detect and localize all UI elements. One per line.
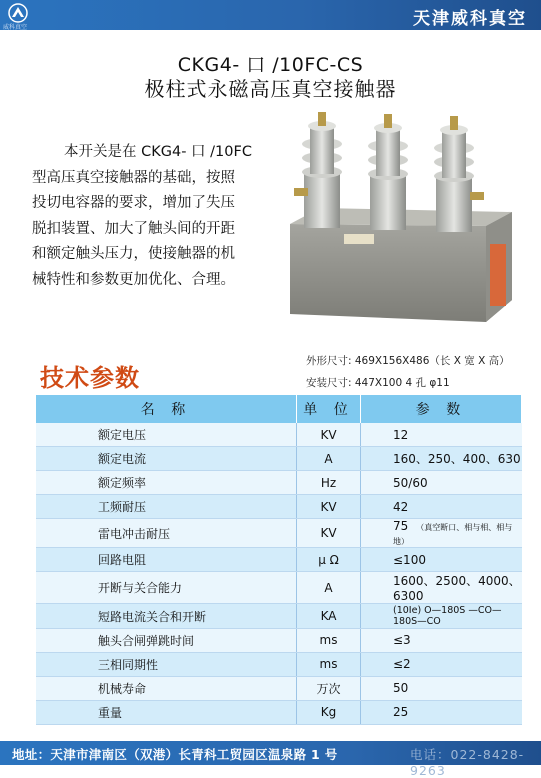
- product-model: CKG4- 口 /10FC-CS: [177, 54, 364, 76]
- footer-bar: [0, 741, 541, 778]
- param-unit: KA: [297, 604, 361, 628]
- mounting-dimensions: 安装尺寸: 447X100 4 孔 φ11: [306, 377, 450, 389]
- param-value: 160、250、400、630: [361, 447, 522, 471]
- table-row: [36, 495, 522, 519]
- intro-paragraph: [32, 140, 294, 293]
- table-row: [36, 676, 522, 700]
- table-row: [36, 572, 522, 604]
- table-row: [36, 604, 522, 628]
- param-unit: ms: [297, 628, 361, 652]
- product-name: 极柱式永磁高压真空接触器: [144, 77, 397, 101]
- table-header-row: [36, 395, 522, 423]
- intro-line: 和额定触头压力，使接触器的机: [32, 246, 235, 262]
- param-name: 工频耐压: [36, 495, 297, 519]
- param-unit: A: [297, 447, 361, 471]
- logo-text: 威科真空: [3, 24, 28, 31]
- param-value: ≤2: [361, 652, 522, 676]
- column-header-name: 名 称: [36, 395, 297, 423]
- param-unit: 万次: [297, 676, 361, 700]
- param-value: 12: [361, 423, 522, 447]
- param-note: （真空断口、相与相、相与地）: [393, 523, 513, 547]
- param-value: 75: [393, 519, 409, 534]
- outline-dimensions: 外形尺寸: 469X156X486（长 X 宽 X 高）: [306, 355, 510, 367]
- header-bar: [0, 0, 541, 30]
- table-row: [36, 700, 522, 724]
- table-row: [36, 548, 522, 572]
- param-value-cell: [361, 519, 522, 548]
- param-name: 三相同期性: [36, 652, 297, 676]
- table-row: [36, 652, 522, 676]
- column-header-value: 参 数: [361, 395, 522, 423]
- param-value: 1600、2500、4000、6300: [361, 572, 522, 604]
- param-name: 额定频率: [36, 471, 297, 495]
- param-name: 额定电压: [36, 423, 297, 447]
- table-row: [36, 628, 522, 652]
- spec-table: [36, 395, 522, 725]
- section-title: 技术参数: [40, 364, 140, 392]
- param-unit: A: [297, 572, 361, 604]
- footer-phone: 电话：022-8428-9263: [410, 747, 525, 778]
- param-value: 50: [361, 676, 522, 700]
- param-name: 机械寿命: [36, 676, 297, 700]
- param-value: 25: [361, 700, 522, 724]
- param-unit: Hz: [297, 471, 361, 495]
- param-unit: μ Ω: [297, 548, 361, 572]
- param-name: 短路电流关合和开断: [36, 604, 297, 628]
- param-name: 额定电流: [36, 447, 297, 471]
- param-unit: Kg: [297, 700, 361, 724]
- param-name: 触头合闸弹跳时间: [36, 628, 297, 652]
- param-value: 42: [361, 495, 522, 519]
- table-row: [36, 423, 522, 447]
- param-name: 雷电冲击耐压: [36, 519, 297, 548]
- param-name: 重量: [36, 700, 297, 724]
- table-row: [36, 471, 522, 495]
- param-value: (10Ie) O—180S —CO—180S—CO: [361, 604, 522, 628]
- intro-line: 型高压真空接触器的基础，按照: [32, 169, 235, 186]
- param-name: 开断与关合能力: [36, 572, 297, 604]
- param-unit: KV: [297, 519, 361, 548]
- param-value: ≤100: [361, 548, 522, 572]
- param-unit: ms: [297, 652, 361, 676]
- param-name: 回路电阻: [36, 548, 297, 572]
- dimensions-block: [306, 350, 510, 394]
- footer-address: 地址：天津市津南区（双港）长青科工贸园区温泉路 1 号: [12, 747, 338, 762]
- param-value: ≤3: [361, 628, 522, 652]
- product-photo: [286, 104, 518, 344]
- company-name: 天津威科真空: [413, 9, 527, 29]
- column-header-unit: 单 位: [297, 395, 361, 423]
- param-unit: KV: [297, 423, 361, 447]
- table-row: [36, 447, 522, 471]
- param-unit: KV: [297, 495, 361, 519]
- table-row: [36, 519, 522, 548]
- intro-line: 本开关是在 CKG4- 口 /10FC: [64, 144, 252, 160]
- param-value: 50/60: [361, 471, 522, 495]
- intro-line: 械特性和参数更加优化、合理。: [32, 271, 235, 288]
- intro-line: 脱扣装置、加大了触头间的开距: [32, 220, 235, 237]
- intro-line: 投切电容器的要求，增加了失压: [32, 195, 235, 211]
